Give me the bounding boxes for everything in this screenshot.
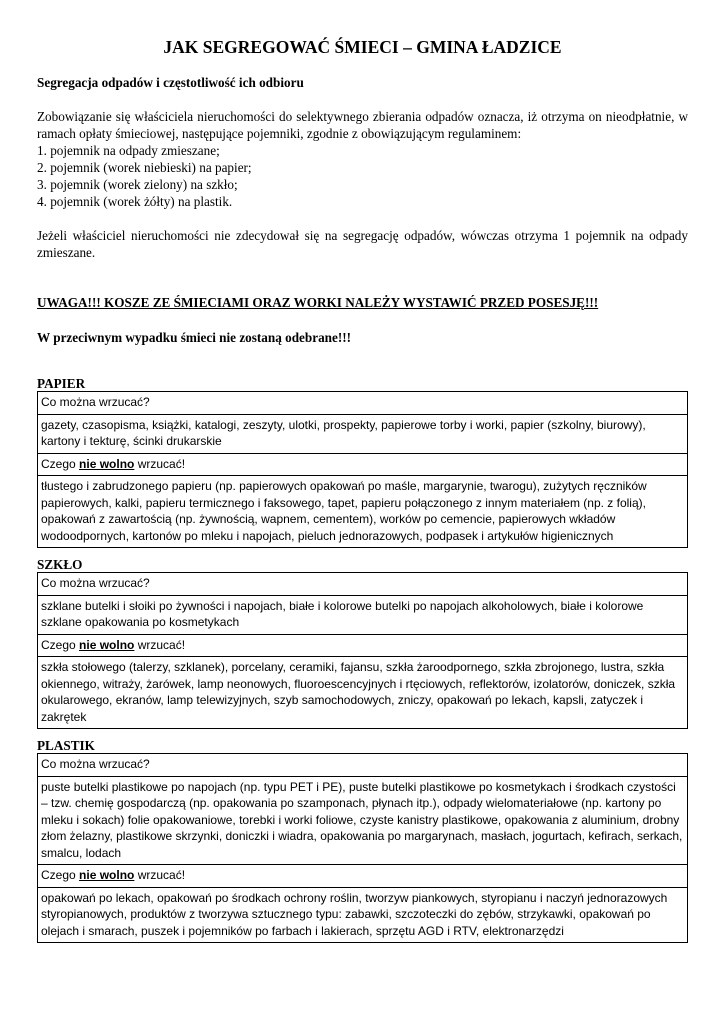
forbidden-header: Czego nie wolno wrzucać! [38,634,688,657]
intro-paragraph: Zobowiązanie się właściciela nieruchomości do selektywnego zbierania odpadów oznacza, iż otrzyma on nieodpłatnie, w ramach opłaty śmieciowej, następujące pojemniki, zgodnie z obowiązującym regulaminem: [37,109,688,141]
section-table-szklo [37,572,688,729]
forbidden-header: Czego nie wolno wrzucać! [38,865,688,888]
allowed-header: Co można wrzucać? [38,754,688,777]
section-table-plastik [37,753,688,943]
section-title-papier: PAPIER [37,376,86,391]
container-item: 4. pojemnik (worek żółty) na plastik. [37,194,233,209]
forbidden-content: szkła stołowego (talerzy, szklanek), porcelany, ceramiki, fajansu, szkła żaroodpornego, szkła zbrojonego, lustra, szkła okiennego, witraży, żarówek, lamp neonowych, fluoroescencyjnych i rtęciowych, reflektorów, izolatorów, doniczek, szkła okularowego, ekranów, lamp telewizyjnych, szyb samochodowych, zniczy, opakowań po lekach, kapsli, zatyczek i zakrętek [38,657,688,729]
forbidden-content: opakowań po lekach, opakowań po środkach ochrony roślin, tworzyw piankowych, styropianu i naczyń jednorazowych styropianowych, produktów z tworzywa sztucznego typu: zabawki, szczoteczki do zębów, strzykawki, opakowań po olejach i smarach, puszek i pojemników po farbach i lakierach, sprzętu AGD i RTV, elektronarzędzi [38,887,688,943]
warning-notice: UWAGA!!! KOSZE ZE ŚMIECIAMI ORAZ WORKI NALEŻY WYSTAWIĆ PRZED POSESJĘ!!! [37,295,599,310]
allowed-content: puste butelki plastikowe po napojach (np. typu PET i PE), puste butelki plastikowe po kosmetykach i środkach czystości – tzw. chemię gospodarczą (np. opakowania po szamponach, płynach itp.), odpady wielomateriałowe (np. kartony po mleku i sokach) folie opakowaniowe, torebki i worki foliowe, czyste kanistry plastikowe, opakowania z aluminium, drobny złom żelazny, plastikowe skrzynki, doniczki i wiadra, opakowania po margarynach, masłach, jogurtach, kefirach, serkach, smalcu, lodach [38,776,688,865]
container-item: 3. pojemnik (worek zielony) na szkło; [37,177,238,192]
container-item: 1. pojemnik na odpady zmieszane; [37,143,220,158]
allowed-header: Co można wrzucać? [38,392,688,415]
container-item: 2. pojemnik (worek niebieski) na papier; [37,160,252,175]
page-title: JAK SEGREGOWAĆ ŚMIECI – GMINA ŁADZICE [163,37,562,57]
allowed-header: Co można wrzucać? [38,573,688,596]
container-list [37,142,688,210]
no-segregation-note: Jeżeli właściciel nieruchomości nie zdecydował się na segregację odpadów, wówczas otrzyma 1 pojemnik na odpady zmieszane. [37,228,688,260]
forbidden-header: Czego nie wolno wrzucać! [38,453,688,476]
allowed-content: gazety, czasopisma, książki, katalogi, zeszyty, ulotki, prospekty, papierowe torby i worki, papier (szkolny, biurowy), kartony i tekturę, ścinki drukarskie [38,414,688,453]
section-title-plastik: PLASTIK [37,738,95,753]
allowed-content: szklane butelki i słoiki po żywności i napojach, białe i kolorowe butelki po napojach alkoholowych, białe i kolorowe szklane opakowania po kosmetykach [38,595,688,634]
subheading: Segregacja odpadów i częstotliwość ich odbioru [37,75,304,90]
intro-block [37,108,688,210]
section-title-szklo: SZKŁO [37,557,83,572]
section-table-papier [37,391,688,548]
forbidden-content: tłustego i zabrudzonego papieru (np. papierowych opakowań po maśle, margarynie, twarogu), zużytych ręczników papierowych, kalki, papieru termicznego i faksowego, tapet, papieru połączonego z innym materiałem (np. z folią), opakowań z zawartością (np. żywnością, wapnem, cementem), worków po cemencie, papierowych wkładów wodoodpornych, kartonów po mleku i napojach, pieluch jednorazowych, podpasek i artykułów higienicznych [38,476,688,548]
warning-consequence: W przeciwnym wypadku śmieci nie zostaną odebrane!!! [37,330,352,345]
